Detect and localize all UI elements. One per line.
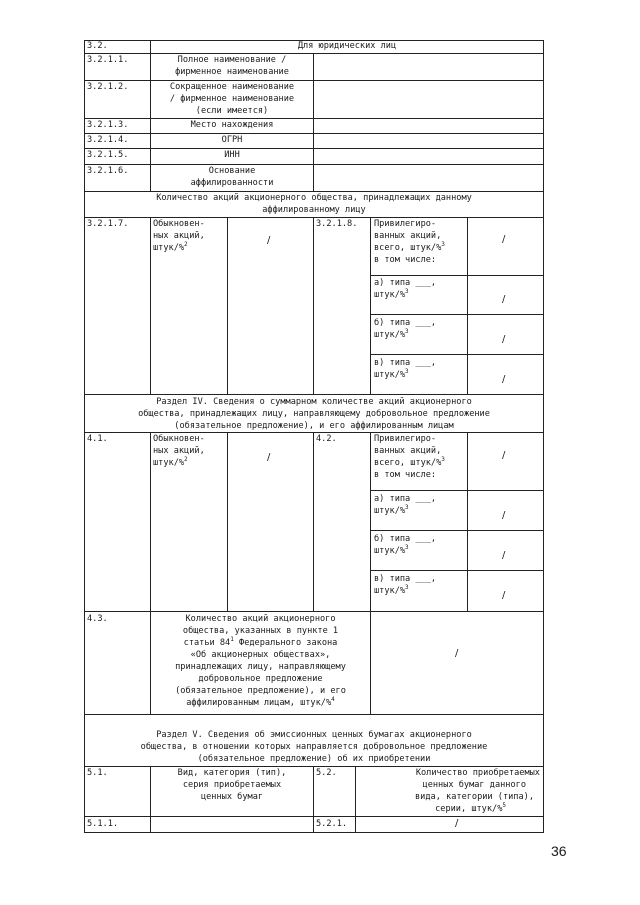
row-number: 5.2. bbox=[316, 768, 337, 778]
row-divider bbox=[84, 53, 544, 54]
col-divider bbox=[370, 611, 371, 714]
section-4-heading: общества, принадлежащих лицу, направляющему добровольное предложение bbox=[138, 409, 490, 419]
pref-shares-label: ванных акций, bbox=[374, 231, 442, 241]
total-shares-label: аффилированным лицам, штук/%$^4$ bbox=[186, 696, 335, 708]
pref-shares-label: Привилегиро- bbox=[374, 219, 437, 229]
row-label: ИНН bbox=[224, 150, 240, 160]
col-divider bbox=[313, 53, 314, 191]
row-number: 3.2.1.1. bbox=[87, 55, 129, 65]
pref-shares-label: в том числе: bbox=[374, 470, 437, 480]
row-label: аффилированности bbox=[190, 178, 274, 188]
type-b-label: б) типа ___, bbox=[374, 534, 437, 544]
common-shares-label: ных акций, bbox=[153, 446, 205, 456]
row-number: 3.2.1.4. bbox=[87, 135, 129, 145]
row-number: 4.1. bbox=[87, 434, 108, 444]
type-a-label: а) типа ___, bbox=[374, 494, 437, 504]
col-divider bbox=[227, 432, 228, 611]
type-c-label: в) типа ___, bbox=[374, 574, 437, 584]
securities-kind-label: ценных бумаг bbox=[200, 792, 264, 802]
value-slash: / bbox=[502, 294, 506, 305]
row-number: 5.1. bbox=[87, 768, 108, 778]
row-divider bbox=[84, 133, 544, 134]
row-divider bbox=[84, 80, 544, 81]
type-a-label: штук/%$^3$ bbox=[374, 504, 409, 516]
pref-shares-label: ванных акций, bbox=[374, 446, 442, 456]
value-slash: / bbox=[267, 452, 271, 463]
row-number: 3.2.1.5. bbox=[87, 150, 129, 160]
row-number: 3.2.1.7. bbox=[87, 219, 129, 229]
type-c-label: штук/%$^3$ bbox=[374, 584, 409, 596]
row-divider bbox=[370, 530, 544, 531]
col-divider bbox=[313, 432, 314, 611]
row-divider bbox=[370, 314, 544, 315]
col-divider bbox=[150, 217, 151, 394]
row-number: 3.2.1.2. bbox=[87, 82, 129, 92]
pref-shares-label: всего, штук/%$^3$ bbox=[374, 456, 445, 468]
common-shares-label: Обыкновен- bbox=[153, 219, 205, 229]
col-divider bbox=[150, 432, 151, 611]
section-5-heading: общества, в отношении которых направляется добровольное предложение bbox=[140, 742, 488, 752]
col-divider bbox=[370, 432, 371, 611]
row-number: 4.2. bbox=[316, 434, 337, 444]
col-divider bbox=[370, 217, 371, 394]
pref-shares-label: в том числе: bbox=[374, 255, 437, 265]
type-a-label: а) типа ___, bbox=[374, 278, 437, 288]
pref-shares-label: Привилегиро- bbox=[374, 434, 437, 444]
total-shares-label: добровольное предложение bbox=[198, 674, 323, 684]
row-label: (если имеется) bbox=[195, 106, 269, 116]
type-b-label: б) типа ___, bbox=[374, 318, 437, 328]
shares-heading: аффилированному лицу bbox=[262, 205, 366, 215]
table-border-bottom bbox=[84, 832, 544, 833]
securities-kind-label: Вид, категория (тип), bbox=[177, 768, 287, 778]
shares-heading: Количество акций акционерного общества, принадлежащих данному bbox=[156, 193, 472, 203]
row-divider bbox=[84, 394, 544, 395]
type-a-label: штук/%$^3$ bbox=[374, 288, 409, 300]
type-c-label: штук/%$^3$ bbox=[374, 368, 409, 380]
row-number: 4.3. bbox=[87, 614, 108, 624]
row-divider bbox=[84, 217, 544, 218]
value-slash: / bbox=[267, 235, 271, 246]
type-b-label: штук/%$^3$ bbox=[374, 544, 409, 556]
row-label: Сокращенное наименование bbox=[169, 82, 295, 92]
row-divider bbox=[84, 191, 544, 192]
row-number: 3.2.1.3. bbox=[87, 120, 129, 130]
row-divider bbox=[370, 570, 544, 571]
row-number: 5.2.1. bbox=[316, 819, 348, 829]
value-slash: / bbox=[502, 590, 506, 601]
col-divider bbox=[467, 432, 468, 611]
value-slash: / bbox=[502, 450, 506, 461]
value-slash: / bbox=[455, 818, 459, 829]
section-5-heading: (обязательное предложение) об их приобретении bbox=[197, 754, 431, 764]
row-divider bbox=[84, 164, 544, 165]
total-shares-label: (обязательное предложение), и его bbox=[175, 686, 346, 696]
value-slash: / bbox=[502, 550, 506, 561]
securities-qty-label: серии, штук/%$^5$ bbox=[435, 802, 506, 814]
row-label: Место нахождения bbox=[190, 120, 274, 130]
securities-qty-label: ценных бумаг данного bbox=[422, 780, 526, 790]
page-number: 36 bbox=[551, 843, 567, 859]
value-slash: / bbox=[502, 374, 506, 385]
row-number: 3.2.1.6. bbox=[87, 166, 129, 176]
row-number: 3.2.1.8. bbox=[316, 219, 358, 229]
common-shares-label: штук/%$^2$ bbox=[153, 241, 188, 253]
type-b-label: штук/%$^3$ bbox=[374, 328, 409, 340]
total-shares-label: принадлежащих лицу, направляющему bbox=[175, 662, 346, 672]
row-divider bbox=[84, 148, 544, 149]
section-5-heading: Раздел V. Сведения об эмиссионных ценных бумагах акционерного bbox=[156, 730, 472, 740]
col-divider bbox=[313, 766, 314, 832]
row-divider bbox=[84, 714, 544, 715]
securities-kind-label: серия приобретаемых bbox=[182, 780, 282, 790]
col-divider bbox=[313, 217, 314, 394]
value-slash: / bbox=[502, 234, 506, 245]
value-slash: / bbox=[502, 510, 506, 521]
row-divider bbox=[370, 354, 544, 355]
section-4-heading: (обязательное предложение), и его аффилированным лицам bbox=[174, 421, 454, 431]
section-number: 3.2. bbox=[87, 41, 108, 51]
securities-qty-label: Количество приобретаемых bbox=[415, 768, 540, 778]
section-4-heading: Раздел IV. Сведения о суммарном количестве акций акционерного bbox=[156, 397, 472, 407]
row-divider bbox=[84, 118, 544, 119]
row-number: 5.1.1. bbox=[87, 819, 119, 829]
row-label: фирменное наименование bbox=[175, 67, 289, 77]
row-label: Полное наименование / bbox=[177, 55, 287, 65]
total-shares-label: «Об акционерных обществах», bbox=[190, 650, 331, 660]
total-shares-label: общества, указанных в пункте 1 bbox=[182, 626, 339, 636]
table-border-right bbox=[543, 40, 544, 832]
col-divider bbox=[227, 217, 228, 394]
row-label: / фирменное наименование bbox=[169, 94, 295, 104]
pref-shares-label: всего, штук/%$^3$ bbox=[374, 241, 445, 253]
common-shares-label: ных акций, bbox=[153, 231, 205, 241]
common-shares-label: Обыкновен- bbox=[153, 434, 205, 444]
value-slash: / bbox=[455, 648, 459, 659]
value-slash: / bbox=[502, 334, 506, 345]
row-divider bbox=[370, 275, 544, 276]
total-shares-label: статьи $84^1$ Федерального закона bbox=[183, 636, 338, 648]
row-label: ОГРН bbox=[221, 135, 243, 145]
securities-qty-label: вида, категории (типа), bbox=[415, 792, 534, 802]
row-divider bbox=[84, 816, 544, 817]
type-c-label: в) типа ___, bbox=[374, 358, 437, 368]
total-shares-label: Количество акций акционерного bbox=[185, 614, 336, 624]
section-header: Для юридических лиц bbox=[297, 41, 397, 51]
common-shares-label: штук/%$^2$ bbox=[153, 456, 188, 468]
row-label: Основание bbox=[208, 166, 256, 176]
row-divider bbox=[370, 490, 544, 491]
table-border-left bbox=[84, 40, 85, 832]
col-divider bbox=[467, 217, 468, 394]
row-divider bbox=[84, 766, 544, 767]
row-divider bbox=[84, 611, 544, 612]
